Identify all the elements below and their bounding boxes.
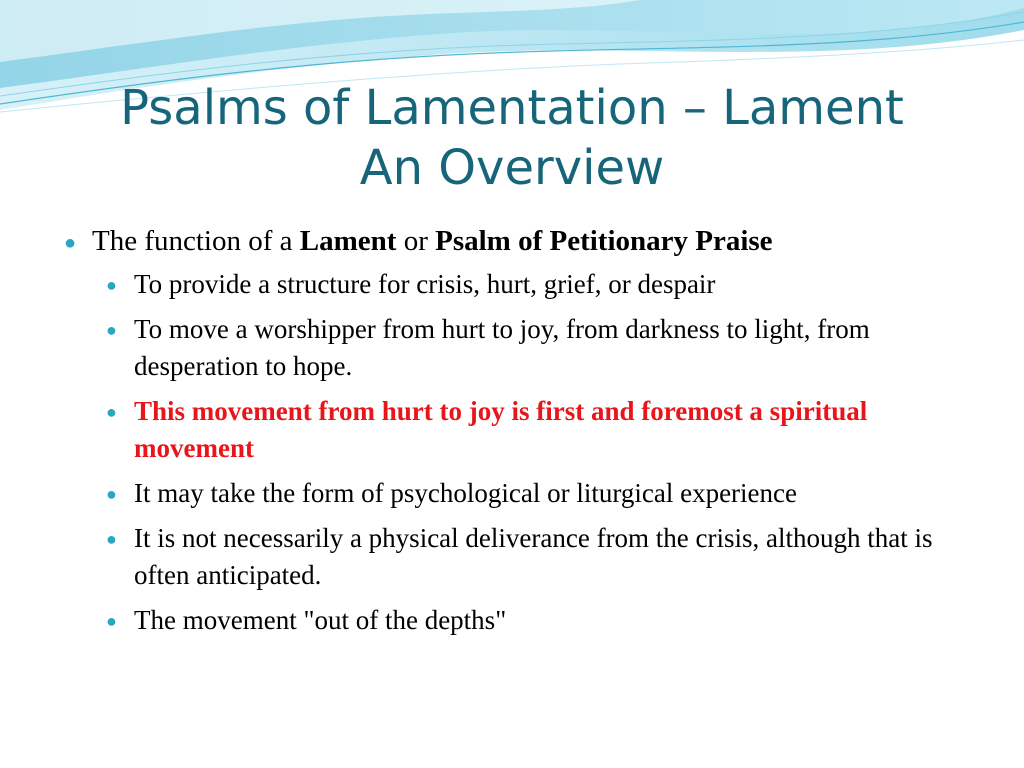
main-bullet-bold-1: Lament: [299, 225, 397, 257]
sub-bullet-text: To move a worshipper from hurt to joy, from darkness to light, from desperation to hope.: [134, 314, 870, 381]
bullet-icon: ●: [106, 320, 117, 340]
main-bullet: [60, 222, 960, 260]
sub-bullet-item: [60, 311, 960, 385]
slide-content: [60, 222, 960, 647]
sub-bullet-text: This movement from hurt to joy is first and foremost a spiritual movement: [134, 396, 868, 463]
sub-bullet-text: It is not necessarily a physical deliverance from the crisis, although that is often anticipated.: [134, 523, 933, 590]
sub-bullet-text: The movement "out of the depths": [134, 605, 507, 635]
title-line-2: An Overview: [359, 140, 665, 196]
bullet-icon: ●: [106, 275, 117, 295]
slide-title: [0, 78, 1024, 198]
bullet-icon: ●: [106, 611, 117, 631]
bullet-icon: ●: [64, 232, 77, 254]
bullet-icon: ●: [106, 402, 117, 422]
sub-bullet-item: [60, 602, 960, 639]
title-line-1: Psalms of Lamentation – Lament: [120, 80, 904, 136]
main-bullet-text-2: or: [396, 225, 436, 257]
bullet-icon: ●: [106, 484, 117, 504]
sub-bullet-list: [60, 266, 960, 639]
sub-bullet-item: [60, 520, 960, 594]
main-bullet-bold-2: Psalm of Petitionary Praise: [435, 225, 773, 257]
bullet-icon: ●: [106, 529, 117, 549]
sub-bullet-item-highlight: [60, 393, 960, 467]
sub-bullet-text: To provide a structure for crisis, hurt, grief, or despair: [134, 269, 716, 299]
main-bullet-text-1: The function of a: [92, 225, 300, 257]
sub-bullet-item: [60, 475, 960, 512]
sub-bullet-text: It may take the form of psychological or liturgical experience: [134, 478, 798, 508]
sub-bullet-item: [60, 266, 960, 303]
